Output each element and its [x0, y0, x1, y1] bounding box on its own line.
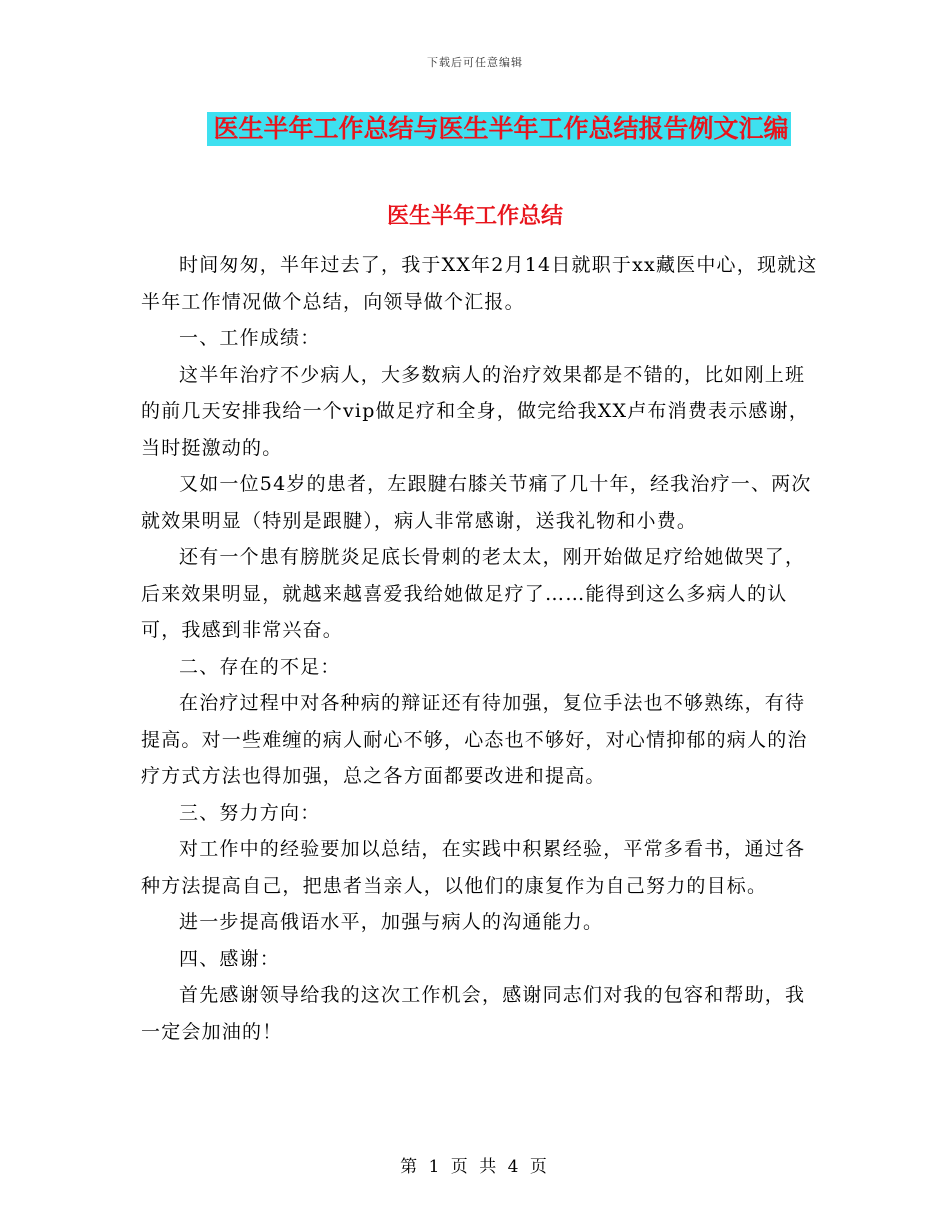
page-indicator: 第 1 页 共 4 页: [400, 1157, 550, 1177]
paragraph-language: 进一步提高俄语水平，加强与病人的沟通能力。: [179, 911, 604, 933]
document-body: [141, 247, 821, 1050]
heading-shortcomings: 二、存在的不足：: [179, 655, 341, 678]
paragraph-thanks: 首先感谢领导给我的这次工作机会，感谢同志们对我的包容和帮助，我一定会加油的！: [141, 984, 806, 1043]
main-title: 医生半年工作总结与医生半年工作总结报告例文汇编: [207, 112, 790, 146]
heading-achievements: 一、工作成绩：: [179, 327, 321, 349]
heading-thanks: 四、感谢：: [179, 947, 281, 970]
main-title-container: [0, 112, 950, 146]
paragraph-direction: 对工作中的经验要加以总结，在实践中积累经验，平常多看书，通过各种方法提高自己，把患者当亲人，以他们的康复作为自己努力的目标。: [141, 838, 806, 897]
paragraph-achievement-patient: 又如一位54岁的患者，左跟腱右膝关节痛了几十年，经我治疗一、两次就效果明显（特别是跟腱），病人非常感谢，送我礼物和小费。: [141, 473, 812, 532]
heading-direction: 三、努力方向：: [179, 801, 321, 824]
section-title: 医生半年工作总结: [386, 204, 563, 229]
paragraph-achievement-elder: 还有一个患有膀胱炎足底长骨刺的老太太，刚开始做足疗给她做哭了，后来效果明显，就越来越喜爱我给她做足疗了……能得到这么多病人的认可，我感到非常兴奋。: [141, 546, 806, 641]
header-note: 下载后可任意编辑: [427, 56, 523, 69]
paragraph-intro: 时间匆匆，半年过去了，我于XX年2月14日就职于xx藏医中心，现就这半年工作情况做个总结，向领导做个汇报。: [141, 254, 818, 313]
paragraph-achievement-vip: 这半年治疗不少病人，大多数病人的治疗效果都是不错的，比如刚上班的前几天安排我给一个vip做足疗和全身，做完给我XX卢布消费表示感谢，当时挺激动的。: [141, 363, 810, 459]
paragraph-shortcomings: 在治疗过程中对各种病的辩证还有待加强，复位手法也不够熟练，有待提高。对一些难缠的病人耐心不够，心态也不够好，对心情抑郁的病人的治疗方式方法也得加强，总之各方面都要改进和提高。: [141, 692, 808, 787]
